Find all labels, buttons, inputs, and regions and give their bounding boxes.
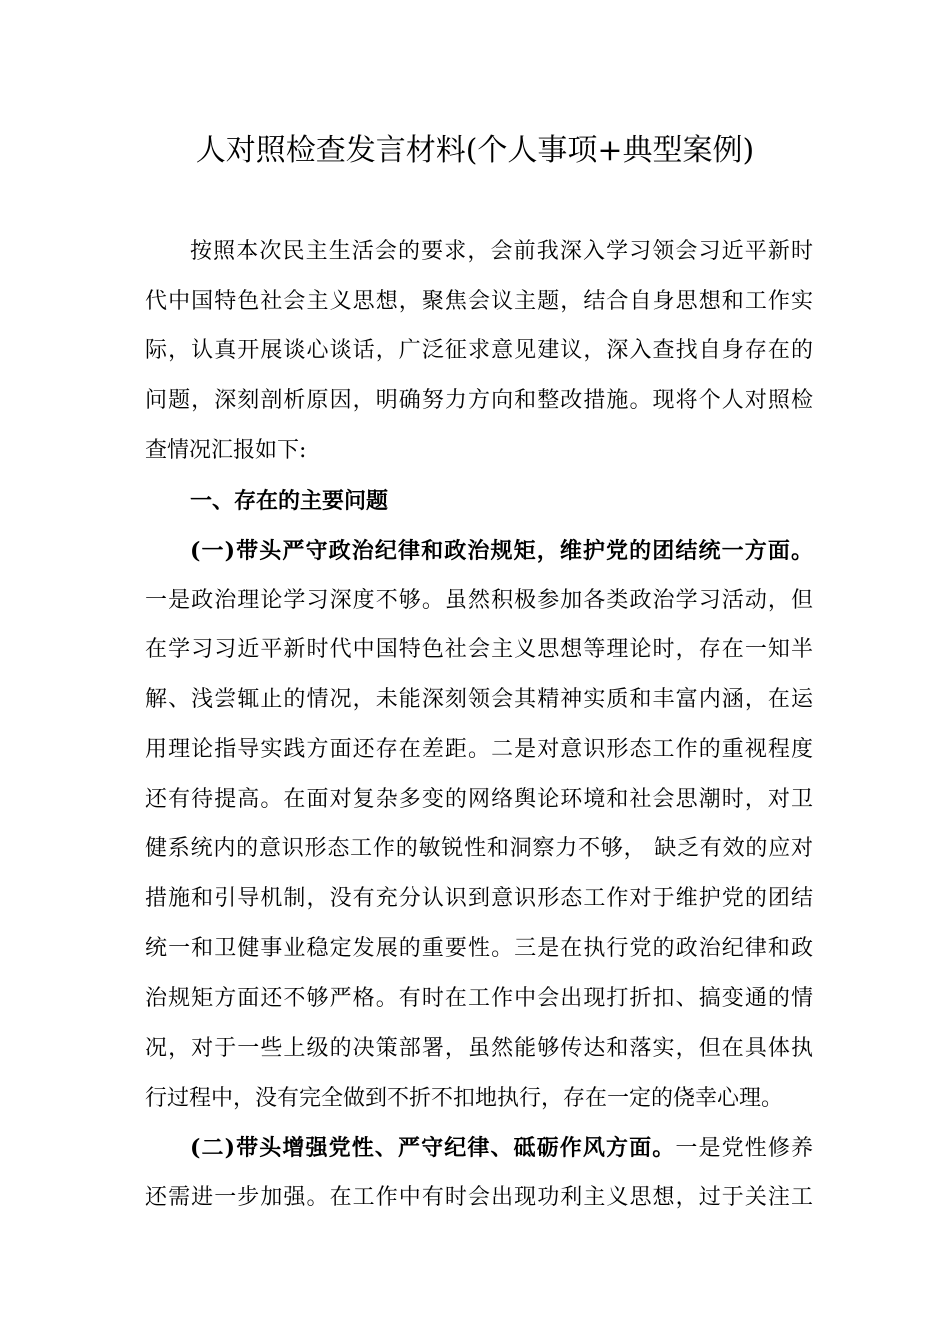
intro-line: 按照本次民主生活会的要求，会前我深入学习领会习近平新时 — [190, 239, 813, 264]
body-line: 况，对于一些上级的决策部署，虽然能够传达和落实，但在具体执 — [145, 1036, 813, 1061]
body-line: 行过程中，没有完全做到不折不扣地执行，存在一定的侥幸心理。 — [145, 1086, 784, 1111]
intro-line: 查情况汇报如下: — [145, 438, 307, 463]
intro-line: 代中国特色社会主义思想，聚焦会议主题，结合自身思想和工作实 — [145, 289, 813, 314]
body-line: 还有待提高。在面对复杂多变的网络舆论环境和社会思潮时，对卫 — [145, 787, 813, 812]
body-text: 一是党性修养 — [675, 1136, 813, 1161]
body-line: 一是政治理论学习深度不够。虽然积极参加各类政治学习活动，但 — [145, 588, 813, 613]
body-line: 在学习习近平新时代中国特色社会主义思想等理论时，存在一知半 — [145, 637, 813, 662]
subsection-heading: (一)带头严守政治纪律和政治规矩，维护党的团结统一方面。 — [190, 538, 813, 564]
section-heading: 一、存在的主要问题 — [190, 488, 389, 514]
intro-line: 际，认真开展谈心谈话，广泛征求意见建议，深入查找自身存在的 — [145, 338, 813, 363]
subsection-heading: (二)带头增强党性、严守纪律、砥砺作风方面。 — [190, 1135, 676, 1161]
subsection-heading-line — [190, 1128, 813, 1168]
document-title: 人对照检查发言材料(个人事项+典型案例) — [195, 133, 755, 168]
body-line: 解、浅尝辄止的情况，未能深刻领会其精神实质和丰富内涵，在运 — [145, 687, 813, 712]
intro-line: 问题，深刻剖析原因，明确努力方向和整改措施。现将个人对照检 — [145, 388, 813, 413]
body-line: 还需进一步加强。在工作中有时会出现功利主义思想，过于关注工 — [145, 1185, 813, 1210]
body-line: 统一和卫健事业稳定发展的重要性。三是在执行党的政治纪律和政 — [145, 936, 813, 961]
body-line: 用理论指导实践方面还存在差距。二是对意识形态工作的重视程度 — [145, 737, 813, 762]
body-line: 健系统内的意识形态工作的敏锐性和洞察力不够， 缺乏有效的应对 — [145, 836, 813, 861]
body-line: 措施和引导机制，没有充分认识到意识形态工作对于维护党的团结 — [145, 886, 813, 911]
body-line: 治规矩方面还不够严格。有时在工作中会出现打折扣、搞变通的情 — [145, 986, 813, 1011]
